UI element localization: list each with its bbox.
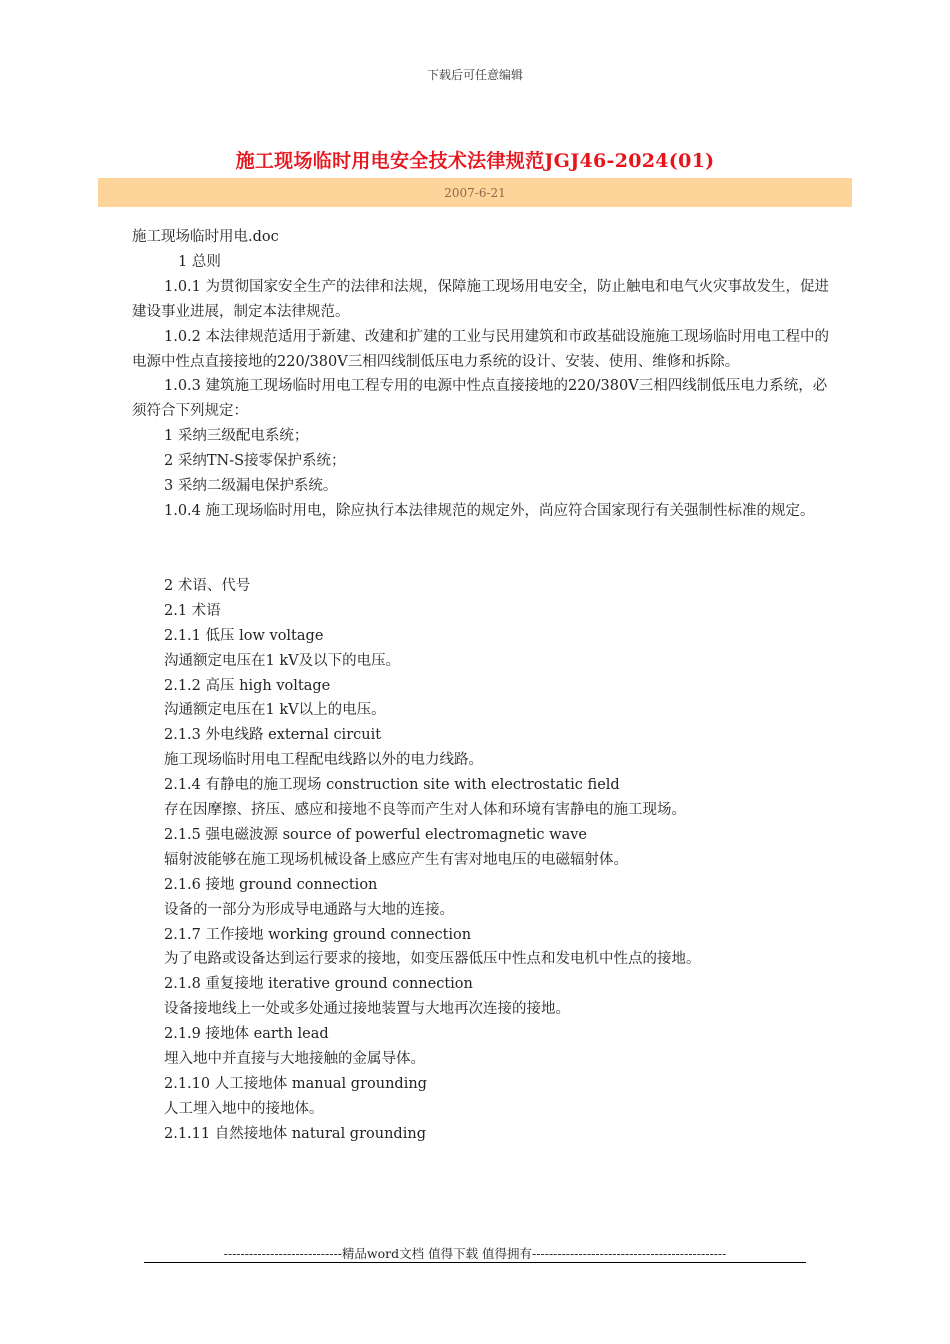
clause-paragraph: 1.0.3 建筑施工现场临时用电工程专用的电源中性点直接接地的220/380V三相四线制低压电力系统，必须符合下列规定：	[132, 378, 828, 420]
term-heading: 2.1.3 外电线路 external circuit	[164, 727, 382, 744]
term-definition: 沟通额定电压在1 kV以上的电压。	[164, 702, 386, 719]
term-definition: 设备的一部分为形成导电通路与大地的连接。	[164, 901, 454, 918]
term-heading: 2.1.9 接地体 earth lead	[164, 1026, 329, 1043]
clause-paragraph: 1.0.2 本法律规范适用于新建、改建和扩建的工业与民用建筑和市政基础设施施工现场临时用电工程中的电源中性点直接接地的220/380V三相四线制低压电力系统的设计、安装、使用、维修和拆除。	[132, 328, 829, 370]
date-bar	[98, 178, 852, 207]
term-heading: 2.1.8 重复接地 iterative ground connection	[164, 976, 473, 993]
term-definition: 存在因摩擦、挤压、感应和接地不良等而产生对人体和环境有害静电的施工现场。	[164, 802, 686, 819]
list-item: 1 采纳三级配电系统；	[164, 428, 309, 445]
section-spacer	[132, 524, 832, 574]
term-definition: 人工埋入地中的接地体。	[164, 1100, 324, 1117]
term-heading: 2.1.4 有静电的施工现场 construction site with electrostatic field	[164, 777, 620, 794]
publish-date: 2007-6-21	[444, 186, 506, 200]
term-heading: 2.1.2 高压 high voltage	[164, 677, 331, 694]
term-definition: 埋入地中并直接与大地接触的金属导体。	[164, 1051, 425, 1068]
term-heading: 2.1.10 人工接地体 manual grounding	[164, 1076, 427, 1092]
section-heading: 2.1 术语	[164, 602, 221, 619]
term-heading: 2.1.11 自然接地体 natural grounding	[164, 1125, 426, 1142]
list-item: 2 采纳TN-S接零保护系统；	[164, 453, 346, 470]
term-definition: 施工现场临时用电工程配电线路以外的电力线路。	[164, 752, 483, 769]
term-heading: 2.1.5 强电磁波源 source of powerful electromagnetic wave	[164, 826, 587, 843]
file-name: 施工现场临时用电.doc	[132, 229, 279, 245]
term-definition: 设备接地线上一处或多处通过接地装置与大地再次连接的接地。	[164, 1001, 570, 1018]
header-note: 下载后可任意编辑	[426, 68, 523, 82]
document-title: 施工现场临时用电安全技术法律规范JGJ46-2024(01)	[235, 150, 715, 172]
term-heading: 2.1.1 低压 low voltage	[164, 627, 324, 644]
term-heading: 2.1.6 接地 ground connection	[164, 876, 378, 893]
chapter-heading: 1 总则	[178, 253, 221, 270]
chapter-heading: 2 术语、代号	[164, 577, 251, 594]
term-heading: 2.1.7 工作接地 working ground connection	[164, 926, 472, 943]
term-definition: 沟通额定电压在1 kV及以下的电压。	[164, 652, 401, 669]
footer-divider	[144, 1262, 806, 1263]
document-body	[132, 225, 832, 1147]
list-item: 3 采纳二级漏电保护系统。	[164, 478, 338, 495]
clause-paragraph: 1.0.4 施工现场临时用电，除应执行本法律规范的规定外，尚应符合国家现行有关强制性标准的规定。	[164, 502, 815, 519]
term-definition: 辐射波能够在施工现场机械设备上感应产生有害对地电压的电磁辐射体。	[164, 851, 628, 868]
term-definition: 为了电路或设备达到运行要求的接地，如变压器低压中性点和发电机中性点的接地。	[164, 951, 701, 968]
footer-note: ----------------------------精品word文档 值得下载 值得拥有----------------------------------------------	[223, 1246, 727, 1261]
clause-paragraph: 1.0.1 为贯彻国家安全生产的法律和法规，保障施工现场用电安全，防止触电和电气火灾事故发生，促进建设事业进展，制定本法律规范。	[132, 278, 829, 320]
